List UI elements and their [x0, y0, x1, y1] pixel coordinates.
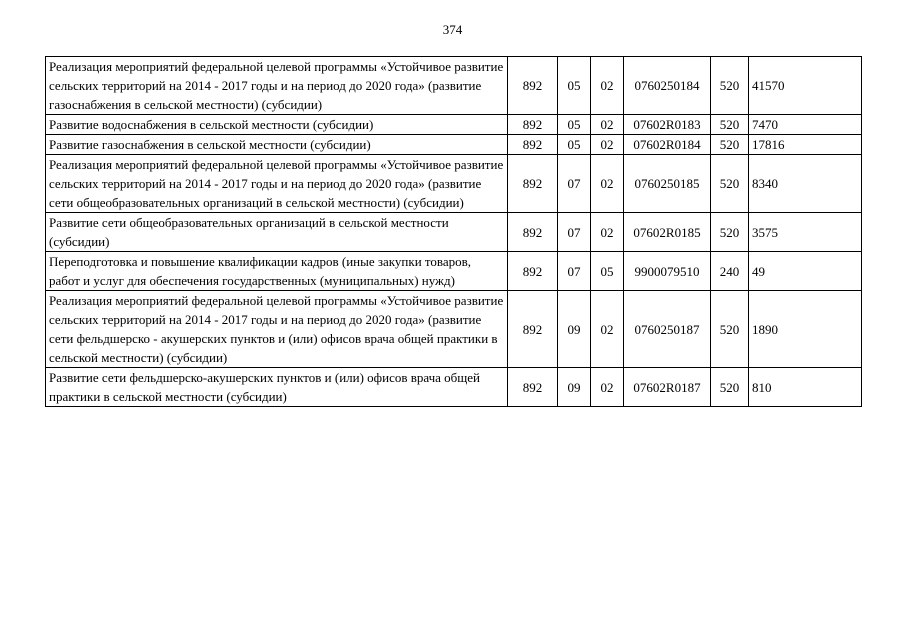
subsection-code: 02: [591, 155, 624, 213]
section-code: 07: [558, 252, 591, 291]
expense-type-code: 520: [711, 155, 749, 213]
section-code: 07: [558, 213, 591, 252]
amount: 17816: [749, 135, 862, 155]
target-article-code: 0760250185: [624, 155, 711, 213]
ministry-code: 892: [508, 252, 558, 291]
section-code: 05: [558, 135, 591, 155]
target-article-code: 07602R0183: [624, 115, 711, 135]
table-row: [46, 115, 862, 135]
expense-type-code: 520: [711, 135, 749, 155]
table-row: [46, 155, 862, 213]
ministry-code: 892: [508, 155, 558, 213]
row-description: Развитие водоснабжения в сельской местности (субсидии): [46, 115, 508, 135]
row-description: Реализация мероприятий федеральной целевой программы «Устойчивое развитие сельских территорий на 2014 - 2017 годы и на период до 2020 года» (развитие газоснабжения в сельской местности) (субсидии): [46, 57, 508, 115]
ministry-code: 892: [508, 213, 558, 252]
ministry-code: 892: [508, 115, 558, 135]
amount: 1890: [749, 291, 862, 368]
target-article-code: 07602R0187: [624, 368, 711, 407]
table-row: [46, 57, 862, 115]
table-row: [46, 291, 862, 368]
amount: 3575: [749, 213, 862, 252]
row-description: Развитие сети фельдшерско-акушерских пунктов и (или) офисов врача общей практики в сельской местности (субсидии): [46, 368, 508, 407]
row-description: Развитие газоснабжения в сельской местности (субсидии): [46, 135, 508, 155]
table-row: [46, 213, 862, 252]
subsection-code: 02: [591, 135, 624, 155]
expense-type-code: 240: [711, 252, 749, 291]
section-code: 09: [558, 291, 591, 368]
amount: 8340: [749, 155, 862, 213]
amount: 810: [749, 368, 862, 407]
row-description: Развитие сети общеобразовательных организаций в сельской местности (субсидии): [46, 213, 508, 252]
amount: 41570: [749, 57, 862, 115]
section-code: 05: [558, 57, 591, 115]
expense-type-code: 520: [711, 291, 749, 368]
section-code: 07: [558, 155, 591, 213]
subsection-code: 02: [591, 368, 624, 407]
target-article-code: 0760250187: [624, 291, 711, 368]
subsection-code: 02: [591, 115, 624, 135]
row-description: Переподготовка и повышение квалификации кадров (иные закупки товаров, работ и услуг для обеспечения государственных (муниципальных) нужд): [46, 252, 508, 291]
target-article-code: 9900079510: [624, 252, 711, 291]
ministry-code: 892: [508, 57, 558, 115]
ministry-code: 892: [508, 368, 558, 407]
subsection-code: 02: [591, 291, 624, 368]
ministry-code: 892: [508, 291, 558, 368]
amount: 49: [749, 252, 862, 291]
target-article-code: 07602R0185: [624, 213, 711, 252]
table-row: [46, 368, 862, 407]
expense-type-code: 520: [711, 368, 749, 407]
expense-type-code: 520: [711, 57, 749, 115]
budget-table: [45, 56, 862, 407]
subsection-code: 02: [591, 213, 624, 252]
expense-type-code: 520: [711, 213, 749, 252]
table-row: [46, 252, 862, 291]
ministry-code: 892: [508, 135, 558, 155]
subsection-code: 05: [591, 252, 624, 291]
section-code: 05: [558, 115, 591, 135]
page-number: 374: [442, 22, 463, 37]
row-description: Реализация мероприятий федеральной целевой программы «Устойчивое развитие сельских территорий на 2014 - 2017 годы и на период до 2020 года» (развитие сети фельдшерско - акушерских пунктов и (или) офисов врача общей практики в сельской местности) (субсидии): [46, 291, 508, 368]
subsection-code: 02: [591, 57, 624, 115]
table-row: [46, 135, 862, 155]
row-description: Реализация мероприятий федеральной целевой программы «Устойчивое развитие сельских территорий на 2014 - 2017 годы и на период до 2020 года» (развитие сети общеобразовательных организаций в сельской местности) (субсидии): [46, 155, 508, 213]
target-article-code: 0760250184: [624, 57, 711, 115]
target-article-code: 07602R0184: [624, 135, 711, 155]
expense-type-code: 520: [711, 115, 749, 135]
amount: 7470: [749, 115, 862, 135]
section-code: 09: [558, 368, 591, 407]
